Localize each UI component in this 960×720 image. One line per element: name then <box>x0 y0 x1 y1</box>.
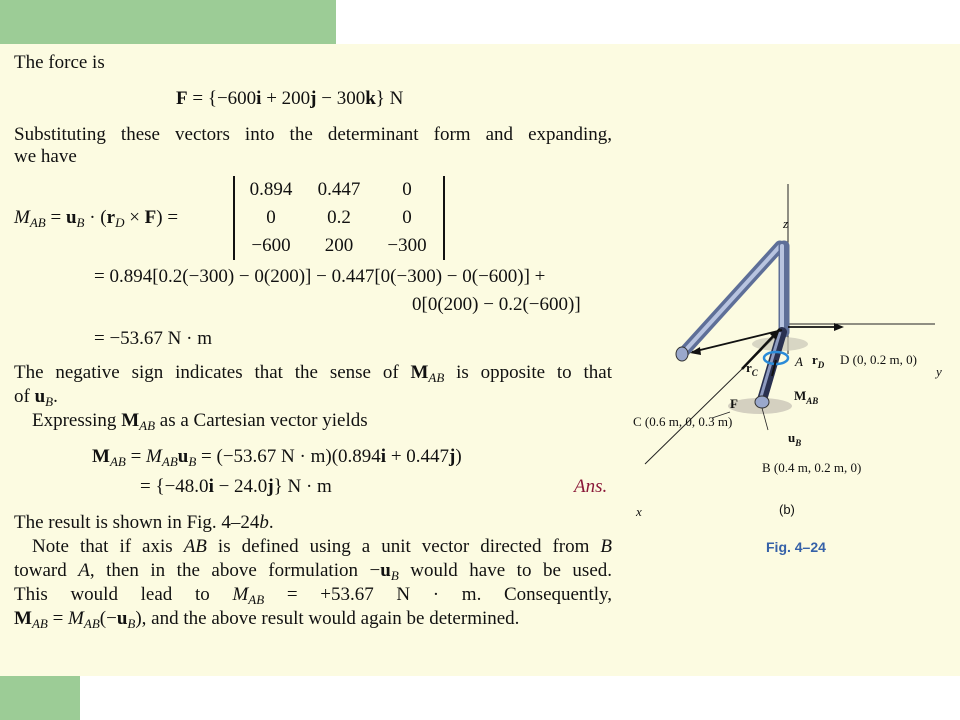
matrix-cell: −600 <box>251 235 291 256</box>
vector-eq1: $M_{AB} = M_{AB}u_B = (-53.67$ N · m)(0.894i + 0.447j) <box>92 446 462 469</box>
point-c-label: C (0.6 m, 0, 0.3 m) <box>633 414 733 429</box>
matrix-cell: −300 <box>387 235 427 256</box>
negative-line2: of $u_B$. <box>14 386 58 409</box>
vector-eq2: = {−48.0i − 24.0j} N · m <box>140 476 332 497</box>
z-axis-label: z <box>783 216 789 231</box>
shown-line: The result is shown in Fig. 4–24b. <box>14 512 274 533</box>
figure-4-24b <box>630 164 950 584</box>
green-tab-top <box>0 0 336 44</box>
note-line1: Note that if axis AB is defined using a unit vector directed from B <box>32 536 613 557</box>
matrix-cell: 200 <box>324 235 354 256</box>
mab-lhs: $M_{AB} = u_B \cdot (r_D \times F)$ = <box>14 207 179 230</box>
result-line: = −53.67 N · m <box>94 328 213 349</box>
matrix-cell: 0.2 <box>327 207 351 228</box>
matrix-cell: 0 <box>402 179 412 200</box>
matrix-cell: 0.447 <box>317 179 361 200</box>
rd-label: $r_D$ <box>812 352 825 370</box>
matrix-cell: 0 <box>266 207 276 228</box>
expand-line2: 0[0(200) − 0.2(−600)] <box>412 294 581 315</box>
point-d-label: D (0, 0.2 m, 0) <box>840 352 917 367</box>
moment-label: $M_{AB}$ <box>794 388 819 406</box>
matrix-cell: 0 <box>402 207 412 228</box>
force-intro: The force is <box>14 52 105 73</box>
x-axis-label: x <box>636 504 642 519</box>
ub-label: $u_B$ <box>788 430 802 448</box>
note-line3: This would lead to $M_{AB} = +53.67$ N · m. Consequently, <box>14 584 613 607</box>
point-a-label: A <box>795 354 803 369</box>
subst-line1: Substituting these vectors into the determinant form and expanding, <box>14 124 612 145</box>
y-axis-label: y <box>936 364 942 379</box>
point-b-label: B (0.4 m, 0.2 m, 0) <box>762 460 862 475</box>
pipe-end-b <box>755 396 769 408</box>
figure-caption: Fig. 4–24 <box>766 539 826 555</box>
rc-label: $r_C$ <box>746 360 758 378</box>
pipe-diagram <box>630 164 950 584</box>
express-line: Expressing $M_{AB}$ as a Cartesian vector yields <box>32 410 368 433</box>
note-line4: $M_{AB} = M_{AB}(-u_B)$, and the above result would again be determined. <box>14 608 520 631</box>
answer-label: Ans. <box>574 476 608 497</box>
pipe-end-c <box>676 347 688 361</box>
expand-line1: = 0.894[0.2(−300) − 0(200)] − 0.447[0(−300) − 0(−600)] + <box>94 266 546 287</box>
subst-line2: we have <box>14 146 77 167</box>
subfigure-label: (b) <box>779 502 795 517</box>
force-label: F <box>730 396 738 411</box>
green-tab-bottom <box>0 676 80 720</box>
force-equation: F = {−600i + 200j − 300k} N <box>176 88 404 109</box>
page <box>0 44 960 676</box>
determinant-matrix <box>233 176 445 260</box>
matrix-cell: 0.894 <box>249 179 293 200</box>
note-line2: toward A, then in the above formulation $-u_B$ would have to be used. <box>14 560 612 583</box>
negative-line1: The negative sign indicates that the sense of $M_{AB}$ is opposite to that <box>14 362 612 385</box>
pipe-highlight-c <box>682 246 780 354</box>
